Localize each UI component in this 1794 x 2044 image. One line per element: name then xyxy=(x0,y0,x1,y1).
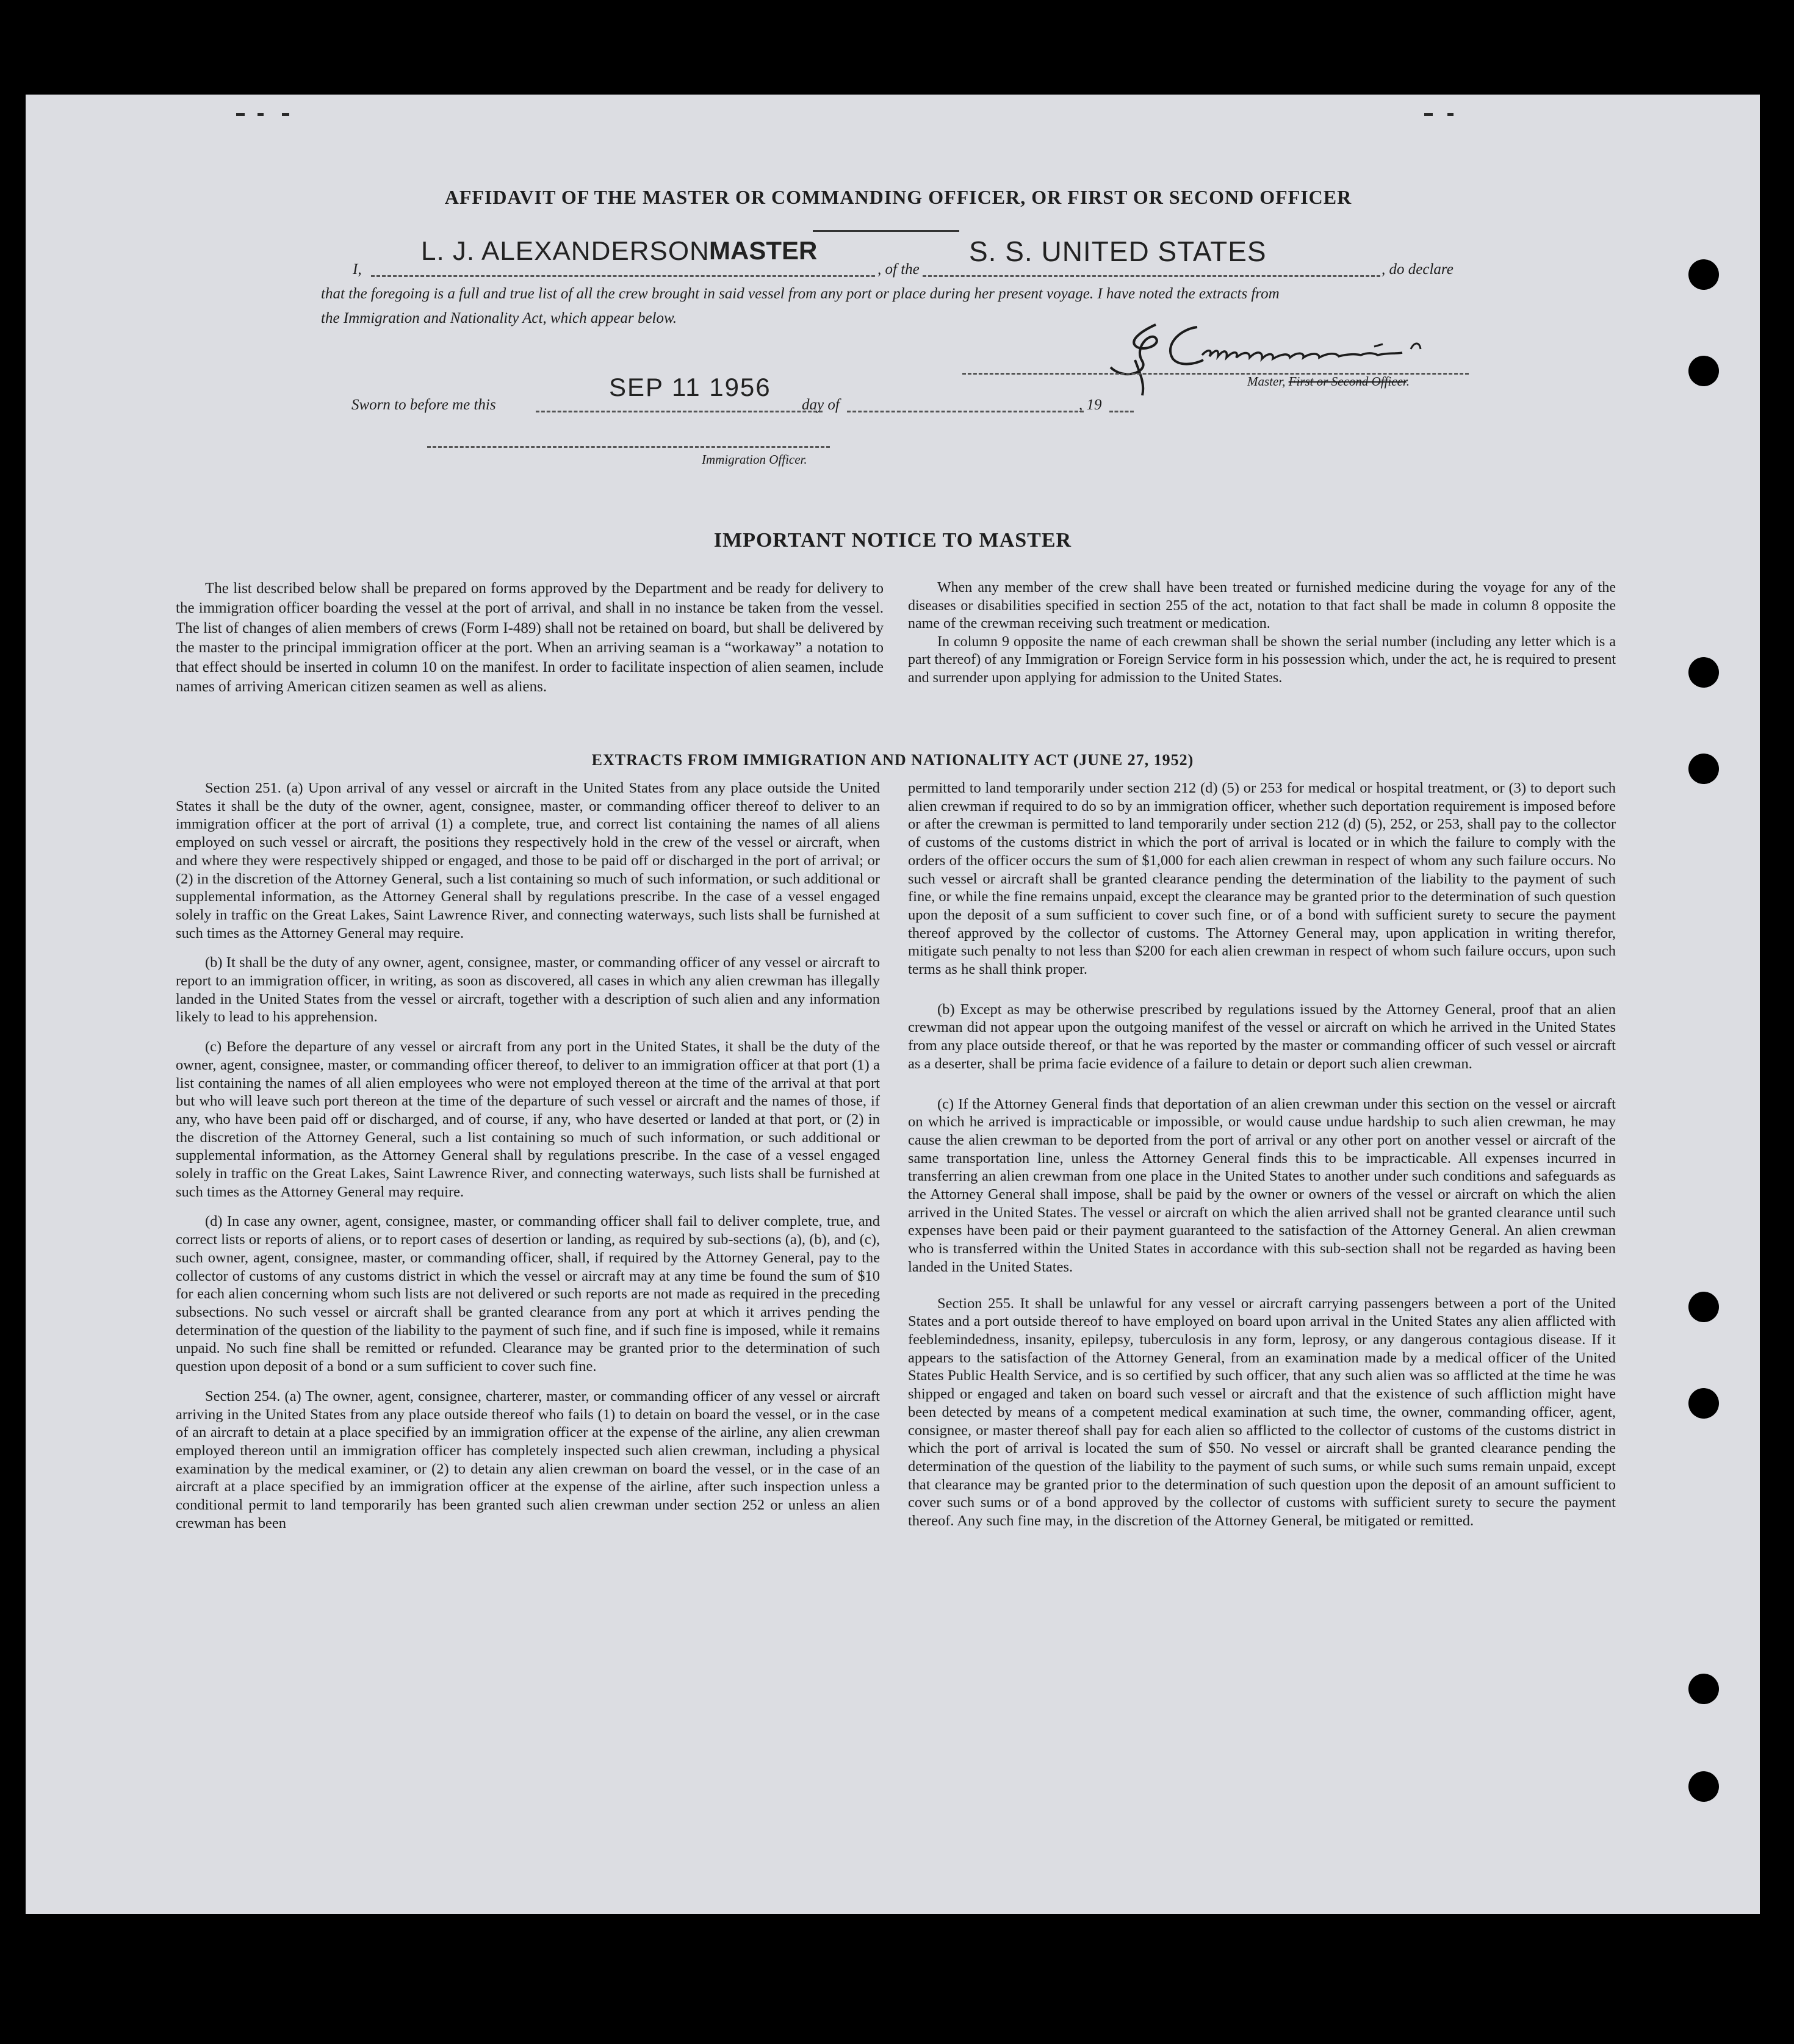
extract-paragraph: (b) It shall be the duty of any owner, agent, consignee, master, or commanding officer of any vessel or aircraft to report to an immigration officer, in writing, as soon as discovered, all cases in which any alien crewman has illegally landed in the United States from the vessel or aircraft, together with a description of such alien and any information likely to lead to his apprehension. xyxy=(176,954,880,1026)
extracts-left-column xyxy=(176,779,880,1544)
caption-suffix: . xyxy=(1406,374,1410,389)
extract-paragraph: (d) In case any owner, agent, consignee, master, or commanding officer shall fail to deliver complete, true, and correct lists or reports of aliens, or to report cases of desertion or landing, as required by sub-sections (a), (b), and (c), such owner, agent, consignee, master, or commanding officer, shall, if required by the Attorney General, pay to the collector of customs of any customs district in which the vessel or aircraft may at any time be found the sum of $10 for each alien concerning whom such lists are not delivered or such reports are not made as required in the preceding subsections. No such vessel or aircraft shall be granted clearance from any port at which it arrives pending the determination of the question of the liability to the payment of such fine, and if such fine is imposed, while it remains unpaid. No such fine shall be remitted or refunded. Clearance may be granted prior to the determination of such question upon deposit of a bond or a sum sufficient to cover such fine. xyxy=(176,1213,880,1375)
punch-hole xyxy=(1688,657,1719,688)
month-line xyxy=(847,411,1084,412)
vessel-line xyxy=(923,275,1380,277)
scan-mark xyxy=(1424,113,1433,116)
caption-struck: First or Second Officer xyxy=(1288,374,1407,389)
punch-hole xyxy=(1688,356,1719,386)
scan-mark xyxy=(236,113,245,116)
immigration-officer-line xyxy=(427,446,830,448)
notice-right-paragraph: In column 9 opposite the name of each crewman shall be shown the serial number (including any letter which is a part thereof) of any Immigration or Foreign Service form in his possession which, under the act, he is required to present and surrender upon applying for admission to the United States. xyxy=(908,633,1616,686)
document-page xyxy=(26,95,1760,1914)
extract-paragraph: (c) If the Attorney General finds that deportation of an alien crewman under this section on the vessel or aircraft on which he arrived is impracticable or impossible, or would cause undue hardship to such alien crewman, he may cause the alien crewman to be deported from the port of arrival or any other port on another vessel or aircraft of the same transportation line, unless the Attorney General finds this to be impracticable. All expenses incurred in transferring an alien crewman from one place in the United States to another under such conditions and safeguards as the Attorney General shall impose, shall be paid by the owner or owners of the vessel or aircraft on which the alien arrived in the United States. The vessel or aircraft on which the alien arrived shall not be granted clearance until such expenses have been paid or their payment guaranteed to the satisfaction of the Attorney General. An alien crewman who is transferred within the United States in accordance with this sub-section shall not be regarded as having been landed in the United States. xyxy=(908,1095,1616,1275)
notice-title: IMPORTANT NOTICE TO MASTER xyxy=(713,529,1072,552)
notice-right-paragraph: When any member of the crew shall have been treated or furnished medicine during the voyage for any of the diseases or disabilities specified in section 255 of the act, notation to that fact shall be made in column 8 opposite the name of the crewman receiving such treatment or medication. xyxy=(908,580,1616,632)
sworn-date-line xyxy=(536,411,823,412)
affidavit-line-2: that the foregoing is a full and true list of all the crew brought in said vessel from any port or place during her present voyage. I have noted the extracts from xyxy=(321,286,1280,302)
scan-mark xyxy=(282,113,289,116)
punch-hole xyxy=(1688,1674,1719,1704)
punch-hole xyxy=(1688,1292,1719,1322)
notice-left-paragraph: The list described below shall be prepared on forms approved by the Department and be ready for delivery to the immigration officer boarding the vessel at the port of arrival, and shall in no instance be taken from the vessel. The list of changes of alien members of crews (Form I-489) shall not be retained on board, but shall be delivered by the master to the principal immigration officer at the port. When an arriving seaman is a “workaway” a notation to that effect should be inserted in column 10 on the manifest. In order to facilitate inspection of alien seamen, include names of arriving American citizen seamen as well as aliens. xyxy=(176,580,884,696)
sworn-date-stamp: SEP 11 1956 xyxy=(609,373,771,401)
punch-hole xyxy=(1688,259,1719,290)
caption-master: Master, xyxy=(1247,374,1286,389)
affidavit-title: AFFIDAVIT OF THE MASTER OR COMMANDING OFFICER, OR FIRST OR SECOND OFFICER xyxy=(444,186,1352,208)
rank-value: MASTER xyxy=(709,236,818,265)
master-name-value: L. J. ALEXANDERSON xyxy=(421,236,710,266)
extracts-title: EXTRACTS FROM IMMIGRATION AND NATIONALITY ACT (JUNE 27, 1952) xyxy=(591,751,1194,769)
extract-paragraph: (c) Before the departure of any vessel or aircraft from any port in the United States, it shall be the duty of the owner, agent, consignee, master, or commanding officer thereof, to deliver to an immigration officer at that port (1) a list containing the names of all alien employees who were not employed thereon at the time of the arrival at that port but who will leave such port thereon at the time of the departure of such vessel or aircraft and the names of those, if any, who have been paid off or discharged, and of course, if any, who have deserted or landed at that port, or (2) in the discretion of the Attorney General, such a list containing so much of such information, or such additional or supplemental information, as the Attorney General shall by regulations prescribe. In the case of a vessel engaged solely in traffic on the Great Lakes, Saint Lawrence River, and connecting waterways, such lists shall be furnished at such times as the Attorney General may require. xyxy=(176,1038,880,1200)
affidavit-line-3: the Immigration and Nationality Act, which appear below. xyxy=(321,310,677,326)
day-of-label: day of xyxy=(802,397,840,413)
sworn-label: Sworn to before me this xyxy=(351,397,496,413)
i-label: I, xyxy=(353,261,362,278)
year-line xyxy=(1109,411,1134,412)
immigration-officer-label: Immigration Officer. xyxy=(702,452,807,467)
scan-mark xyxy=(258,113,264,116)
vessel-value: S. S. UNITED STATES xyxy=(969,236,1267,267)
extracts-right-column xyxy=(908,779,1616,1542)
scan-mark xyxy=(1447,113,1454,116)
of-the-label: , of the xyxy=(877,261,920,278)
name-line xyxy=(371,275,875,277)
extract-paragraph: Section 251. (a) Upon arrival of any vessel or aircraft in the United States from any place outside the United States it shall be the duty of the owner, agent, consignee, master, or commanding officer thereof to deliver to an immigration officer at the port of arrival (1) a complete, true, and correct list containing the names of all aliens employed on such vessel or aircraft, the positions they respectively hold in the crew of the vessel or aircraft, when and where they were respectively shipped or engaged, and those to be paid off or discharged in the port of arrival; or (2) in the discretion of the Attorney General, such a list containing so much of such information, or such additional or supplemental information, as the Attorney General shall by regulations prescribe. In the case of a vessel engaged solely in traffic on the Great Lakes, Saint Lawrence River, and connecting waterways, such lists shall be furnished at such times as the Attorney General may require. xyxy=(176,780,880,941)
notice-left-column xyxy=(176,579,884,697)
extract-paragraph: Section 255. It shall be unlawful for any vessel or aircraft carrying passengers between a port of the United States and a port outside thereof to have employed on board upon arrival in the United States any alien afflicted with feeblemindedness, insanity, epilepsy, tuberculosis in any form, leprosy, or any dangerous contagious disease. If it appears to the satisfaction of the Attorney General, from an examination made by a medical officer of the United States Public Health Service, and is so certified by such officer, that any such alien was so afflicted at the time he was shipped or engaged and taken on board such vessel or aircraft and that the existence of such affliction might have been detected by means of a competent medical examination at such time, the owner, commanding officer, agent, consignee, or master thereof shall pay for each alien so afflicted to the collector of customs of the customs district in which the port of arrival is located the sum of $50. No vessel or aircraft shall be granted clearance pending the determination of the question of the liability to the payment of such sums, or while such sums remain unpaid, except that clearance may be granted prior to the determination of such question upon the deposit of an amount sufficient to cover such sums or of a bond approved by the collector of customs with sufficient surety to secure the payment thereof. Any such fine may, in the discretion of the Attorney General, be mitigated or remitted. xyxy=(908,1295,1616,1530)
do-declare-label: , do declare xyxy=(1382,261,1454,278)
title-rule xyxy=(813,230,959,232)
year-label: , 19 xyxy=(1079,397,1102,413)
signature-caption xyxy=(1247,373,1410,391)
extract-paragraph: permitted to land temporarily under section 212 (d) (5) or 253 for medical or hospital treatment, or (3) to deport such alien crewman if required to do so by an immigration officer, whether such deportation requirement is imposed before or after the crewman is permitted to land temporarily under section 212 (d) (5), 252, or 253, shall pay to the collector of customs of the customs district in which the port of arrival is located or in which the failure to comply with the orders of the officer occurs the sum of $1,000 for each alien crewman in respect of whom any such failure occurs. No such vessel or aircraft shall be granted clearance pending the determination of the liability to the payment of such fine, or while the fine remains unpaid, except the clearance may be granted prior to the determination of such question upon the deposit of a sum sufficient to cover such fine, or of a bond with sufficient surety to secure the payment thereof approved by the collector of customs. The Attorney General may, upon application in writing therefor, mitigate such penalty to not less than $200 for each alien crewman in respect of whom such failure occurs, upon such terms as he shall think proper. xyxy=(908,780,1616,978)
punch-hole xyxy=(1688,1388,1719,1419)
notice-right-column xyxy=(908,579,1616,687)
extract-paragraph: Section 254. (a) The owner, agent, consignee, charterer, master, or commanding officer of any vessel or aircraft arriving in the United States from any place outside thereof who fails (1) to detain on board the vessel, or in the case of an aircraft to detain at a place specified by an immigration officer at the expense of the airline, any alien crewman employed thereon until an immigration officer has completely inspected such alien crewman, including a physical examination by the medical examiner, or (2) to detain any alien crewman on board the vessel, or in the case of an aircraft at a place specified by an immigration officer at the expense of the airline, after such inspection unless a conditional permit to land temporarily has been granted such alien crewman under section 252 or unless an alien crewman has been xyxy=(176,1387,880,1531)
extract-paragraph: (b) Except as may be otherwise prescribed by regulations issued by the Attorney General, proof that an alien crewman did not appear upon the outgoing manifest of the vessel or aircraft on which he arrived in the United States from any place outside thereof, or that he was reported by the master or commanding officer of such vessel or aircraft as a deserter, shall be prima facie evidence of a failure to detain or deport such alien crewman. xyxy=(908,1001,1616,1072)
punch-hole xyxy=(1688,1771,1719,1802)
